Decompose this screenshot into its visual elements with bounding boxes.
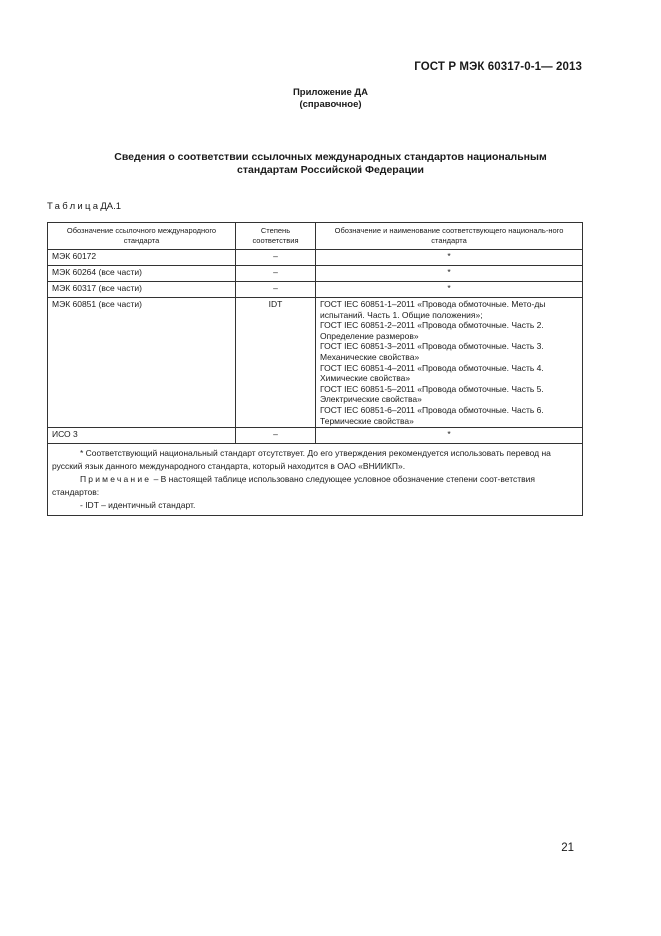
national-standard-entry: ГОСТ IEC 60851-1–2011 «Провода обмоточные. Мето-ды испытаний. Часть 1. Общие положения»; (320, 299, 546, 320)
cell-national: * (316, 282, 583, 298)
column-header-national: Обозначение и наименование соответствующего националь-ного стандарта (316, 223, 583, 250)
cell-national: * (316, 266, 583, 282)
cell-reference: ИСО 3 (48, 428, 236, 444)
table-row (48, 266, 583, 282)
table-row (48, 298, 583, 428)
table-caption-prefix: Таблица (47, 201, 101, 212)
column-header-degree: Степень соответствия (236, 223, 316, 250)
national-standard-entry: ГОСТ IEC 60851-4–2011 «Провода обмоточные. Часть 4. Химические свойства» (320, 362, 544, 384)
table-row (48, 428, 583, 444)
cell-reference: МЭК 60317 (все части) (48, 282, 236, 298)
national-standard-entry: ГОСТ IEC 60851-2–2011 «Провода обмоточные. Часть 2. Определение размеров» (320, 320, 544, 341)
legend-text: - IDT – идентичный стандарт. (80, 500, 196, 511)
national-standard-entry: ГОСТ IEC 60851-5–2011 «Провода обмоточные. Часть 5. Электрические свойства» (320, 383, 544, 405)
table-row (48, 250, 583, 266)
cell-degree: – (236, 282, 316, 298)
cell-national: * (316, 428, 583, 444)
page-number: 21 (561, 842, 574, 854)
section-title (0, 151, 661, 177)
footnote-text: * Соответствующий национальный стандарт отсутствует. До его утверждения рекомендуется использовать перевод на русский язык данного международного стандарта, который находится в ОАО «ВНИИКП». (52, 448, 551, 472)
table-caption-id: ДА.1 (100, 201, 122, 212)
cell-degree: – (236, 250, 316, 266)
column-header-reference: Обозначение ссылочного международного стандарта (48, 223, 236, 250)
national-standard-entry: ГОСТ IEC 60851-6–2011 «Провода обмоточные. Часть 6. Термические свойства» (320, 404, 544, 426)
table-row (48, 282, 583, 298)
note-paragraph (52, 473, 578, 499)
annex-subtitle: (справочное) (299, 98, 362, 110)
annex-title: Приложение ДА (292, 87, 369, 98)
correspondence-table (47, 222, 583, 516)
table-footnote-row (48, 444, 583, 516)
note-text: – В настоящей таблице использовано следующее условное обозначение степени соот-ветствия стандартов: (52, 474, 536, 498)
cell-national (316, 298, 583, 428)
cell-degree: – (236, 266, 316, 282)
cell-degree: – (236, 428, 316, 444)
national-standard-entry: ГОСТ IEC 60851-3–2011 «Провода обмоточные. Часть 3. Механические свойства» (320, 341, 544, 362)
footnote-cell (48, 444, 583, 516)
section-title-line-1: Сведения о соответствии ссылочных международных стандартов национальным (114, 151, 547, 163)
cell-reference: МЭК 60172 (48, 250, 236, 266)
annex-heading (0, 87, 661, 110)
note-label: Примечание (80, 474, 152, 485)
cell-national: * (316, 250, 583, 266)
document-code: ГОСТ Р МЭК 60317-0-1— 2013 (414, 61, 582, 73)
table-caption (47, 201, 121, 212)
cell-reference: МЭК 60851 (все части) (48, 298, 236, 428)
cell-degree: IDT (236, 298, 316, 428)
section-title-line-2: стандартам Российской Федерации (237, 164, 424, 176)
table-header-row (48, 223, 583, 250)
cell-reference: МЭК 60264 (все части) (48, 266, 236, 282)
